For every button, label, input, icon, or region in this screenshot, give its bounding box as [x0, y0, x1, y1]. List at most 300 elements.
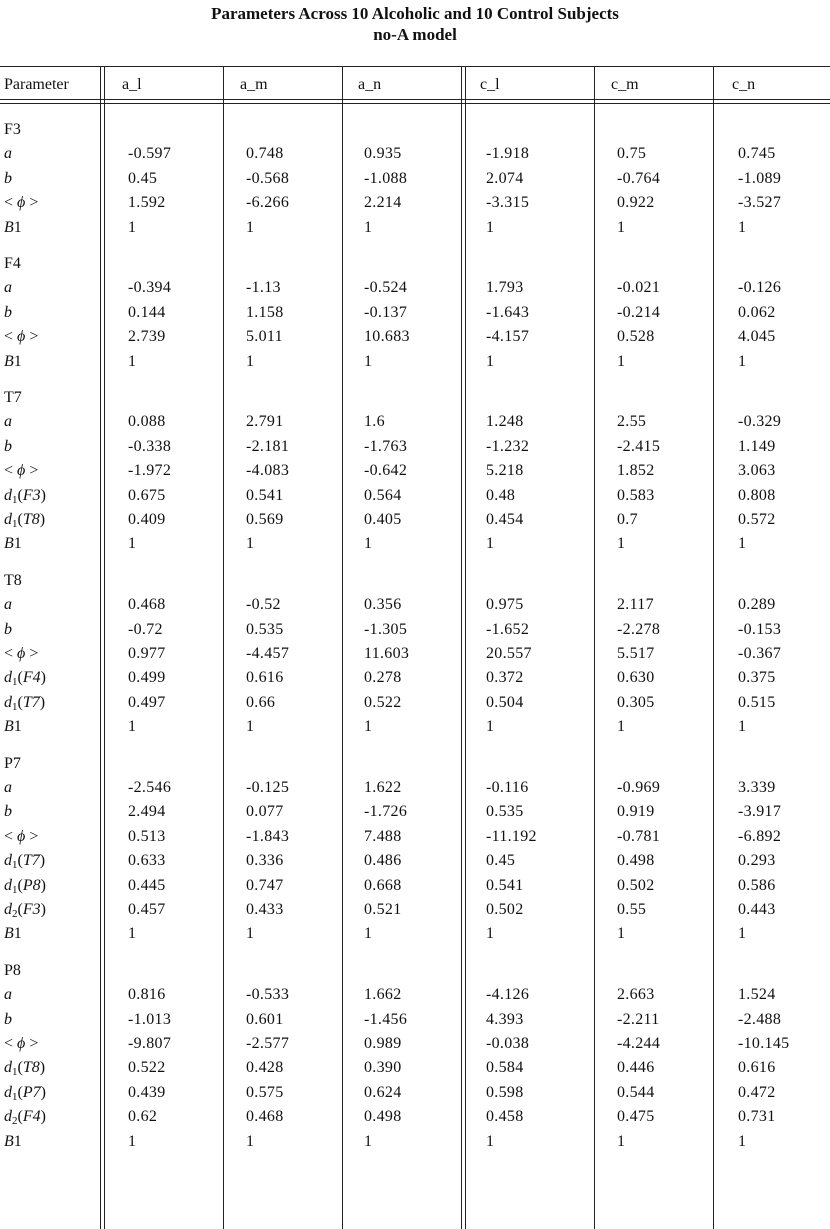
table-cell: -1.456 — [364, 1010, 408, 1028]
param-symbol: a — [4, 986, 12, 1004]
table-subtitle: no-A model — [373, 25, 457, 44]
param-subscript: 1 — [12, 700, 18, 713]
table-cell: 0.569 — [246, 511, 284, 528]
table-cell: 11.603 — [364, 645, 410, 662]
table-cell: 0.584 — [486, 1059, 524, 1077]
table-cell: 0.808 — [738, 486, 776, 504]
group-label: F3 — [4, 121, 21, 138]
header-c-m: c_m — [611, 76, 639, 93]
table-cell: 0.443 — [738, 901, 776, 918]
param-argument: P8 — [22, 876, 41, 894]
row-parameter-label — [4, 985, 12, 1004]
column-divider — [713, 66, 714, 1229]
table-cell: 0.372 — [486, 669, 524, 687]
table-cell: 0.7 — [617, 511, 638, 528]
param-symbol: B — [4, 218, 14, 236]
table-cell: 1 — [486, 925, 495, 943]
table-cell: 1 — [246, 218, 255, 236]
table-cell: 2.663 — [617, 986, 655, 1004]
table-cell: 0.390 — [364, 1059, 402, 1077]
row-parameter-label: $d_1(T7)$ — [4, 852, 46, 872]
param-symbol: d — [4, 486, 12, 504]
phi-symbol: ϕ — [17, 328, 26, 346]
param-symbol: d — [4, 876, 12, 894]
table-cell: 0.535 — [486, 803, 524, 821]
table-cell: 0.668 — [364, 876, 402, 894]
row-parameter-label — [4, 802, 12, 821]
table-cell: 0.499 — [128, 669, 166, 687]
row-parameter-label: $d_1(P7)$ — [4, 1083, 46, 1103]
table-cell: -2.546 — [128, 779, 172, 796]
param-symbol: b — [4, 169, 12, 187]
table-cell: 0.409 — [128, 511, 166, 528]
table-cell: 0.144 — [128, 303, 166, 321]
table-cell: 0.336 — [246, 852, 284, 870]
param-symbol: d — [4, 901, 12, 918]
table-cell: -1.305 — [364, 620, 408, 638]
param-argument: T8 — [22, 1059, 40, 1077]
table-cell: 0.278 — [364, 669, 402, 687]
param-symbol: d — [4, 511, 12, 528]
table-cell: 0.497 — [128, 693, 166, 711]
table-cell: 0.428 — [246, 1059, 284, 1077]
table-cell: 2.117 — [617, 596, 654, 614]
table-cell: 1 — [738, 718, 747, 736]
row-parameter-label: $d_1(T8)$ — [4, 511, 46, 530]
table-cell: 0.572 — [738, 511, 776, 528]
row-parameter-label: < ϕ > — [4, 827, 39, 845]
param-subscript: 1 — [12, 1090, 18, 1103]
table-cell: -6.892 — [738, 827, 782, 845]
column-divider — [100, 66, 101, 1229]
param-symbol: B — [4, 925, 14, 943]
row-parameter-label: < ϕ > — [4, 328, 39, 346]
table-cell: 1.524 — [738, 986, 776, 1004]
table-cell: 1 — [486, 352, 495, 370]
table-cell: 0.541 — [486, 876, 524, 894]
table-cell: 0.816 — [128, 986, 166, 1004]
table-cell: -0.524 — [364, 279, 408, 297]
table-cell: 0.575 — [246, 1083, 284, 1101]
param-symbol: d — [4, 852, 12, 870]
table-cell: 1.662 — [364, 986, 402, 1004]
table-cell: 0.583 — [617, 486, 655, 504]
table-cell: -0.52 — [246, 596, 281, 614]
table-cell: 0.731 — [738, 1108, 776, 1126]
table-cell: 1.6 — [364, 413, 385, 431]
table-cell: -0.72 — [128, 620, 163, 638]
table-cell: 0.513 — [128, 827, 166, 845]
table-cell: 1 — [617, 1132, 626, 1150]
param-symbol: B — [4, 535, 14, 553]
table-cell: 0.922 — [617, 194, 655, 212]
phi-symbol: ϕ — [17, 827, 26, 845]
table-cell: 1 — [246, 925, 255, 943]
table-cell: -0.533 — [246, 986, 290, 1004]
row-parameter-label: B1 — [4, 925, 22, 943]
table-cell: -0.116 — [486, 779, 529, 796]
table-cell: -4.083 — [246, 462, 290, 480]
group-label: F4 — [4, 255, 21, 272]
table-cell: 0.616 — [738, 1059, 776, 1077]
table-cell: 0.454 — [486, 511, 524, 528]
table-cell: -11.192 — [486, 827, 537, 845]
table-cell: 0.502 — [617, 876, 655, 894]
table-cell: 5.517 — [617, 645, 655, 662]
table-cell: -1.972 — [128, 462, 172, 480]
param-subscript: 1 — [12, 859, 18, 872]
table-cell: 0.458 — [486, 1108, 524, 1126]
table-cell: 0.624 — [364, 1083, 402, 1101]
table-cell: 1.793 — [486, 279, 524, 297]
row-parameter-label: < ϕ > — [4, 645, 39, 662]
table-cell: 0.502 — [486, 901, 524, 918]
phi-symbol: ϕ — [17, 194, 26, 212]
table-cell: 10.683 — [364, 328, 410, 346]
table-cell: 1 — [486, 535, 495, 553]
table-cell: 1 — [246, 1132, 255, 1150]
row-parameter-label: < ϕ > — [4, 1035, 39, 1052]
row-parameter-label: $d_1(P8)$ — [4, 876, 46, 896]
row-parameter-label — [4, 595, 12, 614]
header-c-n: c_n — [732, 76, 756, 93]
table-cell: 0.535 — [246, 620, 284, 638]
table-cell: -0.969 — [617, 779, 661, 796]
table-cell: 0.675 — [128, 486, 166, 504]
table-cell: -1.726 — [364, 803, 408, 821]
param-symbol: d — [4, 1108, 12, 1126]
param-symbol: b — [4, 803, 12, 821]
table-cell: -0.338 — [128, 437, 172, 455]
table-cell: -0.781 — [617, 827, 661, 845]
table-cell: 0.935 — [364, 145, 402, 163]
row-parameter-label: $d_1(F4)$ — [4, 669, 46, 689]
table-cell: -1.13 — [246, 279, 281, 297]
table-cell: -3.315 — [486, 194, 530, 212]
column-divider — [223, 66, 224, 1229]
phi-symbol: ϕ — [17, 462, 26, 480]
table-cell: -1.013 — [128, 1010, 172, 1028]
table-cell: 0.586 — [738, 876, 776, 894]
table-cell: 0.564 — [364, 486, 402, 504]
table-cell: 0.522 — [364, 693, 402, 711]
param-argument: F4 — [22, 669, 41, 687]
table-cell: -0.568 — [246, 169, 290, 187]
table-cell: -0.329 — [738, 413, 782, 431]
param-argument: F3 — [22, 486, 41, 504]
table-cell: 0.748 — [246, 145, 284, 163]
row-parameter-label: B1 — [4, 718, 22, 736]
table-cell: -0.126 — [738, 279, 782, 297]
table-cell: 7.488 — [364, 827, 402, 845]
table-cell: -1.763 — [364, 437, 408, 455]
param-symbol: a — [4, 596, 12, 614]
table-cell: 0.498 — [617, 852, 655, 870]
row-parameter-label — [4, 278, 12, 297]
table-cell: 1 — [486, 1132, 495, 1150]
table-cell: 1 — [617, 925, 626, 943]
table-cell: 0.289 — [738, 596, 776, 614]
param-subscript: 1 — [12, 676, 18, 689]
table-cell: 2.791 — [246, 413, 284, 431]
table-cell: -2.577 — [246, 1035, 290, 1052]
header-parameter: Parameter — [4, 76, 69, 93]
table-cell: 0.515 — [738, 693, 776, 711]
table-cell: 1.622 — [364, 779, 402, 796]
row-parameter-label: B1 — [4, 218, 22, 236]
column-divider — [594, 66, 595, 1229]
top-rule — [0, 66, 830, 67]
table-cell: 0.45 — [486, 852, 516, 870]
table-cell: 1 — [617, 218, 626, 236]
header-c-l: c_l — [480, 76, 500, 93]
column-divider — [461, 66, 462, 1229]
table-cell: 0.75 — [617, 145, 647, 163]
table-cell: 1 — [738, 925, 747, 943]
row-parameter-label: B1 — [4, 1132, 22, 1150]
param-argument: F3 — [22, 901, 41, 918]
table-cell: -3.917 — [738, 803, 782, 821]
param-argument: T7 — [22, 852, 40, 870]
row-parameter-label — [4, 412, 12, 431]
param-symbol: a — [4, 779, 12, 796]
param-subscript: 1 — [12, 1066, 18, 1079]
table-cell: 0.446 — [617, 1059, 655, 1077]
table-cell: 1 — [738, 218, 747, 236]
table-cell: 0.45 — [128, 169, 158, 187]
table-cell: 0.601 — [246, 1010, 284, 1028]
table-cell: 1 — [617, 718, 626, 736]
table-cell: 0.522 — [128, 1059, 166, 1077]
param-symbol: d — [4, 669, 12, 687]
table-cell: -0.038 — [486, 1035, 530, 1052]
row-parameter-label — [4, 620, 12, 639]
row-parameter-label: $d_1(T8)$ — [4, 1059, 46, 1079]
row-parameter-label — [4, 144, 12, 163]
table-cell: -0.367 — [738, 645, 782, 662]
table-cell: 1.248 — [486, 413, 524, 431]
table-cell: 1 — [364, 535, 373, 553]
table-cell: 0.919 — [617, 803, 655, 821]
row-parameter-label: B1 — [4, 352, 22, 370]
table-cell: 0.433 — [246, 901, 284, 918]
row-parameter-label — [4, 437, 12, 456]
table-cell: 2.214 — [364, 194, 402, 212]
table-cell: 0.977 — [128, 645, 166, 662]
table-cell: 0.468 — [128, 596, 166, 614]
table-cell: 1 — [738, 352, 747, 370]
table-cell: 0.475 — [617, 1108, 655, 1126]
table-cell: -4.126 — [486, 986, 530, 1004]
param-argument: T8 — [22, 511, 40, 528]
param-symbol: b — [4, 620, 12, 638]
table-cell: 0.633 — [128, 852, 166, 870]
table-cell: 1.852 — [617, 462, 655, 480]
table-cell: 0.468 — [246, 1108, 284, 1126]
table-cell: 1 — [246, 535, 255, 553]
table-cell: 1 — [617, 352, 626, 370]
param-symbol: d — [4, 693, 12, 711]
table-cell: 1 — [246, 352, 255, 370]
group-label: T7 — [4, 389, 22, 406]
phi-symbol: ϕ — [17, 1035, 26, 1052]
table-cell: 0.293 — [738, 852, 776, 870]
table-cell: 0.486 — [364, 852, 402, 870]
table-cell: -2.278 — [617, 620, 661, 638]
table-cell: -0.125 — [246, 779, 290, 796]
param-symbol: d — [4, 1083, 12, 1101]
table-cell: -1.918 — [486, 145, 530, 163]
table-cell: 1 — [364, 1132, 373, 1150]
table-cell: -6.266 — [246, 194, 290, 212]
header-a-m: a_m — [240, 76, 268, 93]
table-cell: 1 — [364, 352, 373, 370]
table-cell: 0.616 — [246, 669, 284, 687]
table-cell: 0.55 — [617, 901, 647, 918]
table-cell: 1 — [128, 535, 137, 553]
table-cell: -0.764 — [617, 169, 661, 187]
param-symbol: b — [4, 437, 12, 455]
param-subscript: 1 — [12, 883, 18, 896]
table-cell: 0.472 — [738, 1083, 776, 1101]
table-cell: 1 — [486, 218, 495, 236]
group-label: T8 — [4, 571, 22, 589]
table-cell: 1 — [486, 718, 495, 736]
row-parameter-label: $d_2(F3)$ — [4, 901, 46, 920]
row-parameter-label: B1 — [4, 535, 22, 553]
table-cell: 1 — [617, 535, 626, 553]
table-cell: 0.975 — [486, 596, 524, 614]
row-parameter-label: $d_1(T7)$ — [4, 693, 46, 713]
table-cell: -0.153 — [738, 620, 782, 638]
table-cell: 1 — [246, 718, 255, 736]
param-argument: P7 — [22, 1083, 41, 1101]
param-subscript: 2 — [12, 1115, 18, 1128]
table-cell: 1 — [364, 718, 373, 736]
table-cell: 1.149 — [738, 437, 776, 455]
table-cell: -2.181 — [246, 437, 290, 455]
table-cell: 5.011 — [246, 328, 283, 346]
header-rule-lower — [0, 103, 830, 104]
table-cell: 0.457 — [128, 901, 166, 918]
table-cell: 0.747 — [246, 876, 284, 894]
table-cell: 20.557 — [486, 645, 532, 662]
table-cell: -1.643 — [486, 303, 530, 321]
table-cell: 4.045 — [738, 328, 776, 346]
table-cell: 1 — [364, 925, 373, 943]
table-cell: 1 — [128, 925, 137, 943]
param-symbol: b — [4, 303, 12, 321]
table-cell: 0.528 — [617, 328, 655, 346]
table-cell: 0.445 — [128, 876, 166, 894]
table-cell: 0.541 — [246, 486, 284, 504]
table-cell: -0.597 — [128, 145, 172, 163]
table-cell: 0.544 — [617, 1083, 655, 1101]
table-cell: -4.457 — [246, 645, 290, 662]
table-cell: 5.218 — [486, 462, 524, 480]
param-symbol: a — [4, 145, 12, 163]
table-cell: 0.375 — [738, 669, 776, 687]
table-cell: 0.439 — [128, 1083, 166, 1101]
param-subscript: 1 — [12, 518, 18, 530]
table-cell: 0.088 — [128, 413, 166, 431]
table-cell: -9.807 — [128, 1035, 172, 1052]
table-cell: -0.021 — [617, 279, 661, 297]
header-a-n: a_n — [358, 76, 382, 93]
table-cell: -1.843 — [246, 827, 290, 845]
table-cell: 0.745 — [738, 145, 776, 163]
table-cell: 0.48 — [486, 486, 516, 504]
param-symbol: a — [4, 279, 12, 297]
table-cell: 1 — [738, 535, 747, 553]
table-cell: 0.356 — [364, 596, 402, 614]
row-parameter-label — [4, 169, 12, 188]
table-cell: -1.652 — [486, 620, 530, 638]
table-cell: 1 — [128, 718, 137, 736]
header-rule-upper — [0, 99, 830, 100]
param-symbol: b — [4, 1010, 12, 1028]
param-argument: T7 — [22, 693, 40, 711]
table-cell: 2.074 — [486, 169, 524, 187]
table-cell: 1.592 — [128, 194, 166, 212]
table-cell: 1 — [128, 218, 137, 236]
table-cell: -0.642 — [364, 462, 408, 480]
table-cell: -4.244 — [617, 1035, 661, 1052]
table-cell: 0.989 — [364, 1035, 402, 1052]
table-cell: -1.232 — [486, 437, 530, 455]
table-cell: 0.305 — [617, 693, 655, 711]
table-cell: -2.415 — [617, 437, 661, 455]
header-a-l: a_l — [122, 76, 142, 93]
table-cell: 0.521 — [364, 901, 402, 918]
table-cell: -10.145 — [738, 1035, 790, 1052]
row-parameter-label: < ϕ > — [4, 462, 39, 480]
param-symbol: B — [4, 1132, 14, 1150]
column-divider — [342, 66, 343, 1229]
table-cell: 1 — [128, 352, 137, 370]
row-parameter-label: $d_2(F4)$ — [4, 1108, 46, 1128]
param-symbol: d — [4, 1059, 12, 1077]
table-title: Parameters Across 10 Alcoholic and 10 Control Subjects — [211, 4, 619, 23]
column-divider — [104, 66, 105, 1229]
table-cell: 1 — [128, 1132, 137, 1150]
table-cell: -1.089 — [738, 169, 782, 187]
table-cell: 0.62 — [128, 1108, 158, 1126]
row-parameter-label — [4, 1010, 12, 1029]
table-cell: -2.211 — [617, 1010, 660, 1028]
table-cell: 0.504 — [486, 693, 524, 711]
table-cell: 0.077 — [246, 803, 284, 821]
table-cell: 0.66 — [246, 693, 276, 711]
row-parameter-label: < ϕ > — [4, 194, 39, 212]
table-cell: -3.527 — [738, 194, 782, 212]
table-cell: 1 — [738, 1132, 747, 1150]
row-parameter-label: $d_1(F3)$ — [4, 486, 46, 506]
table-cell: 0.598 — [486, 1083, 524, 1101]
table-cell: 2.494 — [128, 803, 166, 821]
table-cell: 3.339 — [738, 779, 776, 796]
param-subscript: 1 — [12, 493, 18, 506]
table-cell: 1 — [364, 218, 373, 236]
table-cell: 0.062 — [738, 303, 776, 321]
table-cell: 4.393 — [486, 1010, 524, 1028]
table-cell: 0.498 — [364, 1108, 402, 1126]
param-argument: F4 — [22, 1108, 41, 1126]
param-symbol: a — [4, 413, 12, 431]
group-label: P8 — [4, 961, 21, 979]
table-cell: 2.739 — [128, 328, 166, 346]
table-cell: 2.55 — [617, 413, 647, 431]
